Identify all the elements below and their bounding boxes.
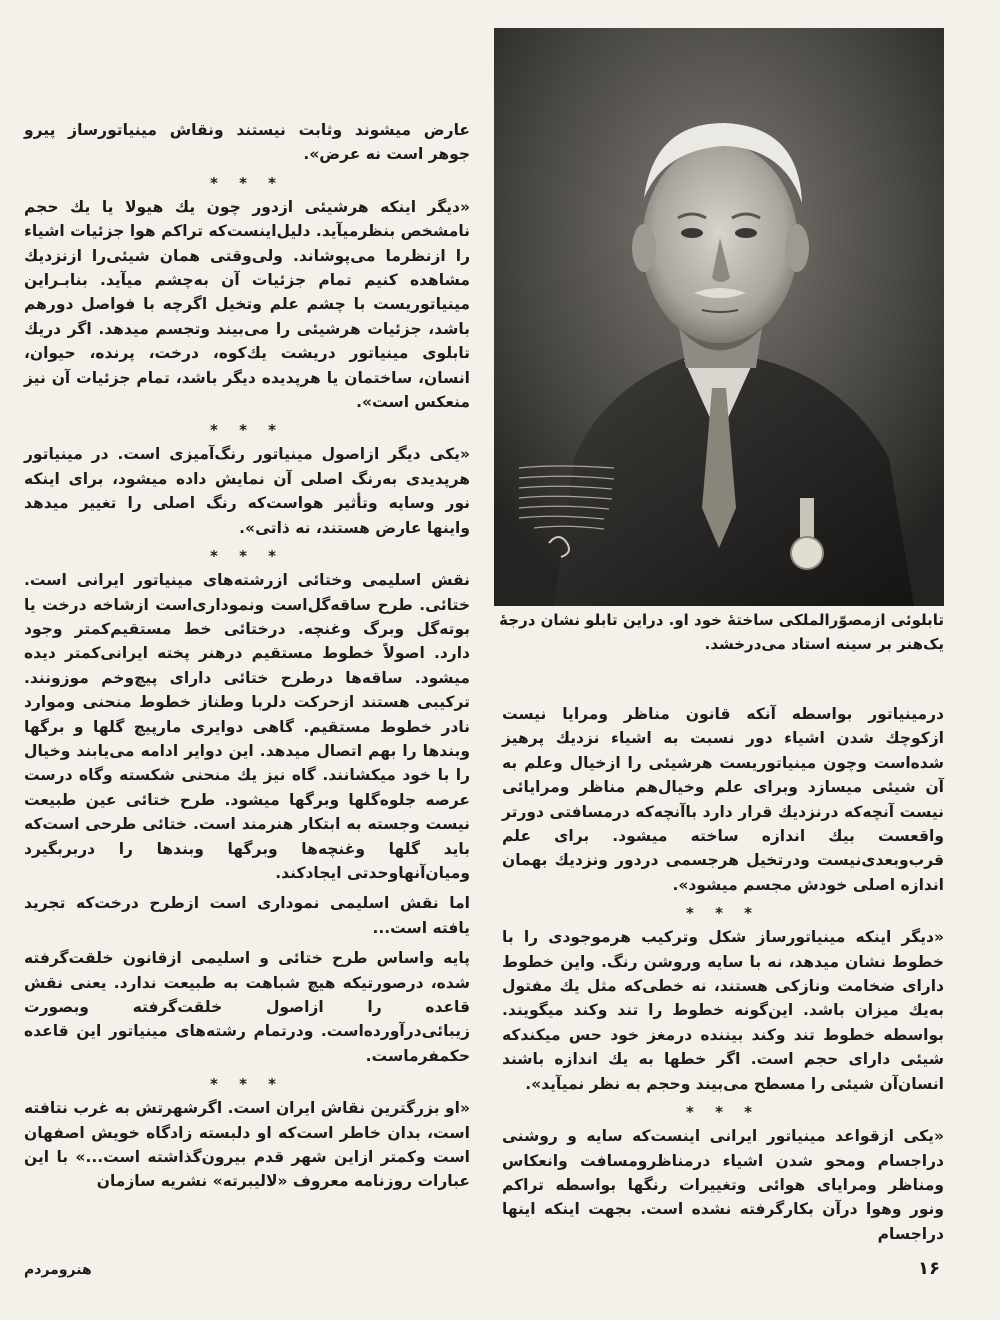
paragraph: «او بزرگترین نقاش ایران است. اگرشهرتش به غرب نتافته است، بدان خاطر است‌که او دلبسته زادگاه خویش اصفهان است وکمتر ازاین شهر قدم بیرون‌گذاشته است...» با این عبارات روزنامه معروف «لالیبرته» نشریه سازمان xyxy=(24,1099,470,1191)
right-text-column xyxy=(502,702,944,1252)
section-divider-stars: * * * xyxy=(686,904,760,923)
paragraph: «دیگر اینکه مینیاتورساز شکل وترکیب هرموجودی را با خطوط نشان میدهد، نه با سایه وروشن رنگ. واین خطوط دارای ضخامت ونازکی هستند، نه خطی‌که مثل یك مفتول به‌یك میزان باشد. این‌گونه خطوط را تند وکند میگویند. بواسطه خطوط تند وکند بیننده درمغز خود حس میکند‌که شیئی دارای حجم است. اگر خطها به یك اندازه باشند انسان‌آن شیئی را مسطح می‌بیند وحجم به نظر نمیآید». xyxy=(502,928,944,1093)
paragraph: عارض میشوند وثابت نیستند ونقاش مینیاتورساز پیرو جوهر است نه عرض». xyxy=(24,121,470,164)
section-divider-stars: * * * xyxy=(210,173,284,192)
page-number: ۱۶ xyxy=(918,1258,940,1279)
paragraph: پایه واساس طرح ختائی و اسلیمی ازقانون خلقت‌گرفته شده، درصورتیکه هیچ شباهت به طبیعت ندارد. یعنی نقش قاعده را ازاصول خلقت‌گرفته وبصورت زیبائی‌درآورده‌است. ودرتمام رشته‌های مینیاتور این قاعده حکمفرماست. xyxy=(24,949,470,1065)
left-text-column xyxy=(24,118,470,1200)
paragraph: «یکی ازقواعد مینیاتور ایرانی اینست‌که سایه و روشنی دراجسام ومحو شدن اشیاء درمناظرومسافت وانعکاس ومناظر ومرایای هوائی وتغییرات رنگها بواسطه تراکم ونور وهوا درآن بکارگرفته نشده است. بجهت اینکه اینها دراجسام xyxy=(502,1127,944,1243)
paragraph: «دیگر اینکه هرشیئی ازدور چون یك هیولا یا یك حجم نامشخص بنظرمیآید. دلیل‌اینست‌که تراکم هوا جزئیات اشیاء را ازنظرما می‌پوشاند. ولی‌وقتی همان شیئی‌را ازنزدیك مشاهده کنیم تمام جزئیات آن به‌چشم میآید. بنابـراین مینیاتوریست با چشم علم وتخیل اگرچه با فواصل دورهم باشد، جزئیات هرشیئی را می‌بیند وتجسم میدهد. اگر دریك تابلوی مینیاتور دریشت یك‌کوه، درخت، پرنده، حیوان، انسان، ساختمان یا هرپدیده دیگر باشد، تمام جزئیات آن نیز منعکس است». xyxy=(24,197,470,412)
section-divider-stars: * * * xyxy=(210,547,284,566)
paragraph: درمینیاتور بواسطه آنکه قانون مناظر ومرایا نیست ازکوچك شدن اشیاء دور نسبت به اشیاء نزدیك پرهیز شده‌است وچون مینیاتوریست هرشیئی را ازخیال وعلم به آن شیئی میسازد وبرای علم وخیال‌هم مناظر ومرایائی نیست آنچه‌که درنزدیك قرار دارد باآنچه‌که درمسافتی دورتر واقعست بیك اندازه ساخته میشود. برای علم قرب‌وبعدی‌نیست ودرتخیل هرجسمی دردور ونزدیك بهمان اندازه اصلی خودش مجسم میشود». xyxy=(502,705,944,894)
paragraph: اما نقش اسلیمی نموداری است ازطرح درخت‌که تجرید یافته است... xyxy=(24,894,470,937)
portrait-painting xyxy=(494,28,944,606)
section-divider-stars: * * * xyxy=(210,1075,284,1094)
portrait-caption: تابلوئی ازمصوّرالملکی ساختهٔ خود او. دراین تابلو نشان درجهٔ یک‌هنر بر سینه استاد می‌درخشد. xyxy=(499,611,944,653)
section-divider-stars: * * * xyxy=(210,421,284,440)
section-divider-stars: * * * xyxy=(686,1103,760,1122)
paragraph: نقش اسلیمی وختائی ازرشته‌های مینیاتور ایرانی است. ختائی. طرح ساقه‌گل‌است ونموداری‌است ازشاخه درخت یا بوته‌گل وبرگ وغنچه. درختائی خط مستقیم‌کمتر وجود دارد. اصولاً خطوط مستقیم درهنر پخته ایرانی‌کمتر دیده میشود. ساقه‌ها درطرح ختائی دارای پیچ‌وخم موزونند. ترکیبی هستند ازحرکت دلربا وطناز خطوط منحنی وموارد نادر خطوط مستقیم. گاهی دوایری مارپیچ گلها و برگها وبندها را بهم اتصال میدهد. این دوایر ادامه می‌یابند وخیال را با خود میکشانند. گاه نیز یك منحنی شکسته وگاه درست عرصه جلوه‌گلها وبرگها میشود. طرح ختائی عین طبیعت نیست وجسته به ابتکار هنرمند است. ختائی طرحی است‌که باید گلها وغنچه‌ها وبرگها وبندها را دربربگیرد ومیان‌آنهاوحدتی ایجادکند. xyxy=(24,571,470,882)
paragraph: «یکی دیگر ازاصول مینیاتور رنگ‌آمیزی است. در مینیاتور هرپدیدی به‌رنگ اصلی آن نمایش داده میشود، برای اینکه نور وسایه وتأثیر هواست‌که رنگ اصلی را تغییر میدهد واینها عارض هستند، نه ذاتی». xyxy=(24,445,470,537)
magazine-name: هنرومردم xyxy=(24,1262,92,1278)
portrait-image xyxy=(494,28,944,606)
